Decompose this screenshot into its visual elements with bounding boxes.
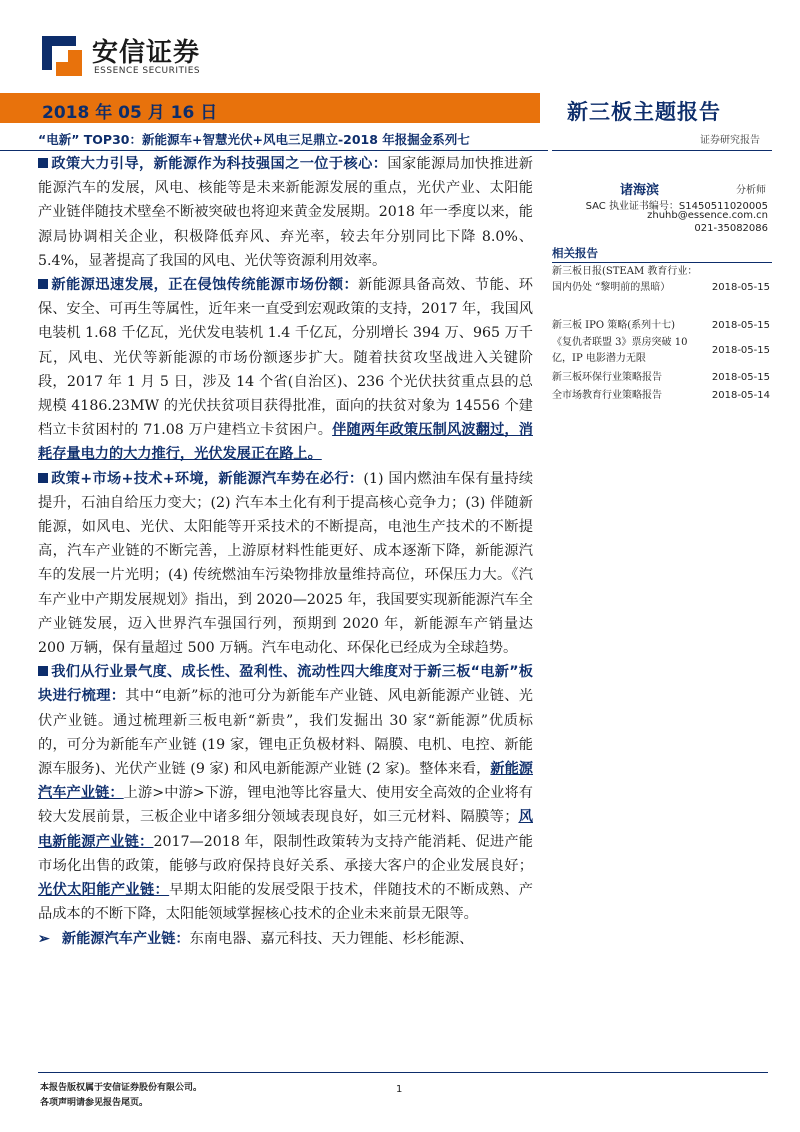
square-bullet-icon bbox=[38, 158, 48, 168]
paragraph-text: 国家能源局加快推进新能源汽车的发展，风电、核能等是未来新能源发展的重点，光伏产业、太阳能产业链伴随技术壁垒不断被突破也将迎来黄金发展期。2018 年一季度以来，能源局协调相关企业，积极降低弃风、弃光率，较去年分别同比下降 8.0%、5.4%，显著提高了我国的风电、光伏等资源利用效率。 bbox=[38, 156, 533, 269]
analyst-email[interactable]: zhuhb@essence.com.cn bbox=[647, 210, 768, 221]
related-report-item[interactable] bbox=[552, 388, 770, 404]
paragraph-heading: 我们从行业景气度、成长性、盈利性、流动性四大维度对于新三板“电新”板块进行梳理： bbox=[38, 664, 533, 705]
related-report-date: 2018-05-15 bbox=[711, 282, 770, 293]
paragraph-nev-list bbox=[38, 927, 533, 951]
related-report-item[interactable] bbox=[552, 335, 770, 367]
arrow-bullet-icon: ➢ bbox=[38, 930, 50, 947]
report-date: 2018 年 05 月 16 日 bbox=[42, 103, 218, 123]
disclaimer-notice: 各项声明请参见报告尾页。 bbox=[40, 1098, 149, 1108]
related-report-title: 全市场教育行业策略报告 bbox=[552, 390, 662, 401]
paragraph-text: 其中“电新”标的池可分为新能车产业链、风电新能源产业链、光伏产业链。通过梳理新三板电新“新贵”，我们发掘出 30 家“新能源”优质标的，可分为新能车产业链 (19 家，锂电正负极材料、隔膜、电机、电控、新能源车服务)、光伏产业链 (9 家) 和风电新能源产业链 (2 家)。整体来看， bbox=[38, 688, 533, 778]
report-subtitle: “电新” TOP30：新能源车+智慧光伏+风电三足鼎立-2018 年报掘金系列七 bbox=[38, 132, 470, 147]
paragraph-heading: 新能源迅速发展，正在侵蚀传统能源市场份额： bbox=[51, 277, 359, 294]
paragraph-policy bbox=[38, 152, 533, 273]
related-report-date: 2018-05-15 bbox=[711, 320, 770, 331]
report-body bbox=[38, 152, 533, 951]
related-report-title: 新三板 IPO 策略(系列十七) bbox=[552, 320, 676, 331]
keyword-wind-chain: 风电新能源产业链： bbox=[38, 809, 533, 850]
analyst-phone: 021-35082086 bbox=[694, 223, 768, 234]
essence-logo-icon bbox=[42, 36, 82, 76]
footer-divider bbox=[38, 1072, 768, 1073]
sidebar-divider bbox=[552, 150, 772, 151]
paragraph-heading: 政策+市场+技术+环境，新能源汽车势在必行： bbox=[51, 470, 364, 487]
report-title: 新三板主题报告 bbox=[567, 100, 721, 124]
analyst-name: 诸海滨 bbox=[620, 183, 660, 198]
paragraph-text: 上游>中游>下游，锂电池等比容量大、使用安全高效的企业将有较大发展前景，三板企业中诸多细分领域表现良好，如三元材料、隔膜等； bbox=[38, 785, 533, 826]
paragraph-text: 新能源具备高效、节能、环保、安全、可再生等属性，近年来一直受到宏观政策的支持，2017 年，我国风电装机 1.68 千亿瓦，光伏发电装机 1.4 千亿瓦，分别增长 394 万、965 万千瓦，风电、光伏等新能源的市场份额逐步扩大。随着扶贫攻坚战进入关键阶段，2017 年 1 月 5 日，涉及 14 个省(自治区)、236 个光伏扶贫重点县的总规模 4186.23MW 的光伏扶贫项目获得批准，面向的扶贫对象为 14556 个建档立卡贫困村的 71.08 万户建档立卡贫困户。 bbox=[38, 277, 533, 439]
related-report-date: 2018-05-15 bbox=[711, 372, 770, 383]
related-report-date: 2018-05-15 bbox=[711, 345, 770, 356]
paragraph-text: 东南电器、嘉元科技、天力锂能、杉杉能源、 bbox=[189, 930, 474, 947]
related-reports-heading: 相关报告 bbox=[552, 246, 598, 260]
keyword-solar-chain: 光伏太阳能产业链： bbox=[38, 882, 170, 899]
related-report-title: 新三板日报(STEAM 教育行业：国内仍处 “黎明前的黑暗） bbox=[552, 266, 698, 293]
paragraph-text: 2017—2018 年，限制性政策转为支持产能消耗、促进产能市场化出售的政策，能够与政府保持良好关系、承接大客户的企业发展良好； bbox=[38, 833, 533, 874]
square-bullet-icon bbox=[38, 279, 48, 289]
report-type: 证券研究报告 bbox=[700, 135, 760, 146]
related-report-item[interactable] bbox=[552, 318, 770, 334]
related-report-date: 2018-05-14 bbox=[711, 390, 770, 401]
company-name-en: ESSENCE SECURITIES bbox=[94, 66, 201, 76]
related-reports-divider bbox=[552, 262, 772, 263]
paragraph-text: (1) 国内燃油车保有量持续提升，石油自给压力变大；(2) 汽车本土化有利于提高核心竞争力；(3) 伴随新能源，如风电、光伏、太阳能等开采技术的不断提高，电池生产技术的不断提高，汽车产业链的不断完善，上游原材料性能更好、成本逐渐下降，新能源汽车的发展一片光明；(4) 传统燃油车污染物排放量维持高位，环保压力大。《汽车产业中产期发展规划》指出，到 2020—2025 年，我国要实现新能源汽车全产业链发展，迈入世界汽车强国行列，预期到 2020 年，新能源车产销量达 200 万辆，保有量超过 500 万辆。汽车电动化、环保化已经成为全球趋势。 bbox=[38, 470, 534, 657]
related-report-item[interactable] bbox=[552, 264, 770, 296]
paragraph-heading: 政策大力引导，新能源作为科技强国之一位于核心： bbox=[51, 156, 388, 172]
paragraph-highlight: 伴随两年政策压制风波翻过，消耗存量电力的大力推行，光伏发展正在路上。 bbox=[38, 422, 533, 463]
related-report-title: 《复仇者联盟 3》票房突破 10 亿，IP 电影潜力无限 bbox=[552, 337, 688, 364]
paragraph-heading: 新能源汽车产业链： bbox=[61, 930, 190, 947]
paragraph-dimensions bbox=[38, 660, 533, 926]
keyword-nev-chain: 新能源汽车产业链： bbox=[38, 761, 533, 802]
paragraph-text: 早期太阳能的发展受限于技术，伴随技术的不断成熟、产品成本的不断下降，太阳能领域掌握核心技术的企业未来前景无限等。 bbox=[38, 882, 533, 923]
company-name: 安信证券 bbox=[92, 38, 201, 68]
paragraph-market-share bbox=[38, 273, 533, 467]
square-bullet-icon bbox=[38, 473, 48, 483]
page-number: 1 bbox=[396, 1084, 403, 1095]
paragraph-nev bbox=[38, 467, 533, 661]
square-bullet-icon bbox=[38, 666, 48, 676]
analyst-role: 分析师 bbox=[736, 185, 766, 196]
header-divider bbox=[0, 150, 548, 151]
copyright-notice: 本报告版权属于安信证券股份有限公司。 bbox=[40, 1083, 203, 1093]
related-report-title: 新三板环保行业策略报告 bbox=[552, 372, 662, 383]
related-report-item[interactable] bbox=[552, 370, 770, 386]
analyst-sac: SAC 执业证书编号：S1450511020005 bbox=[585, 201, 768, 212]
